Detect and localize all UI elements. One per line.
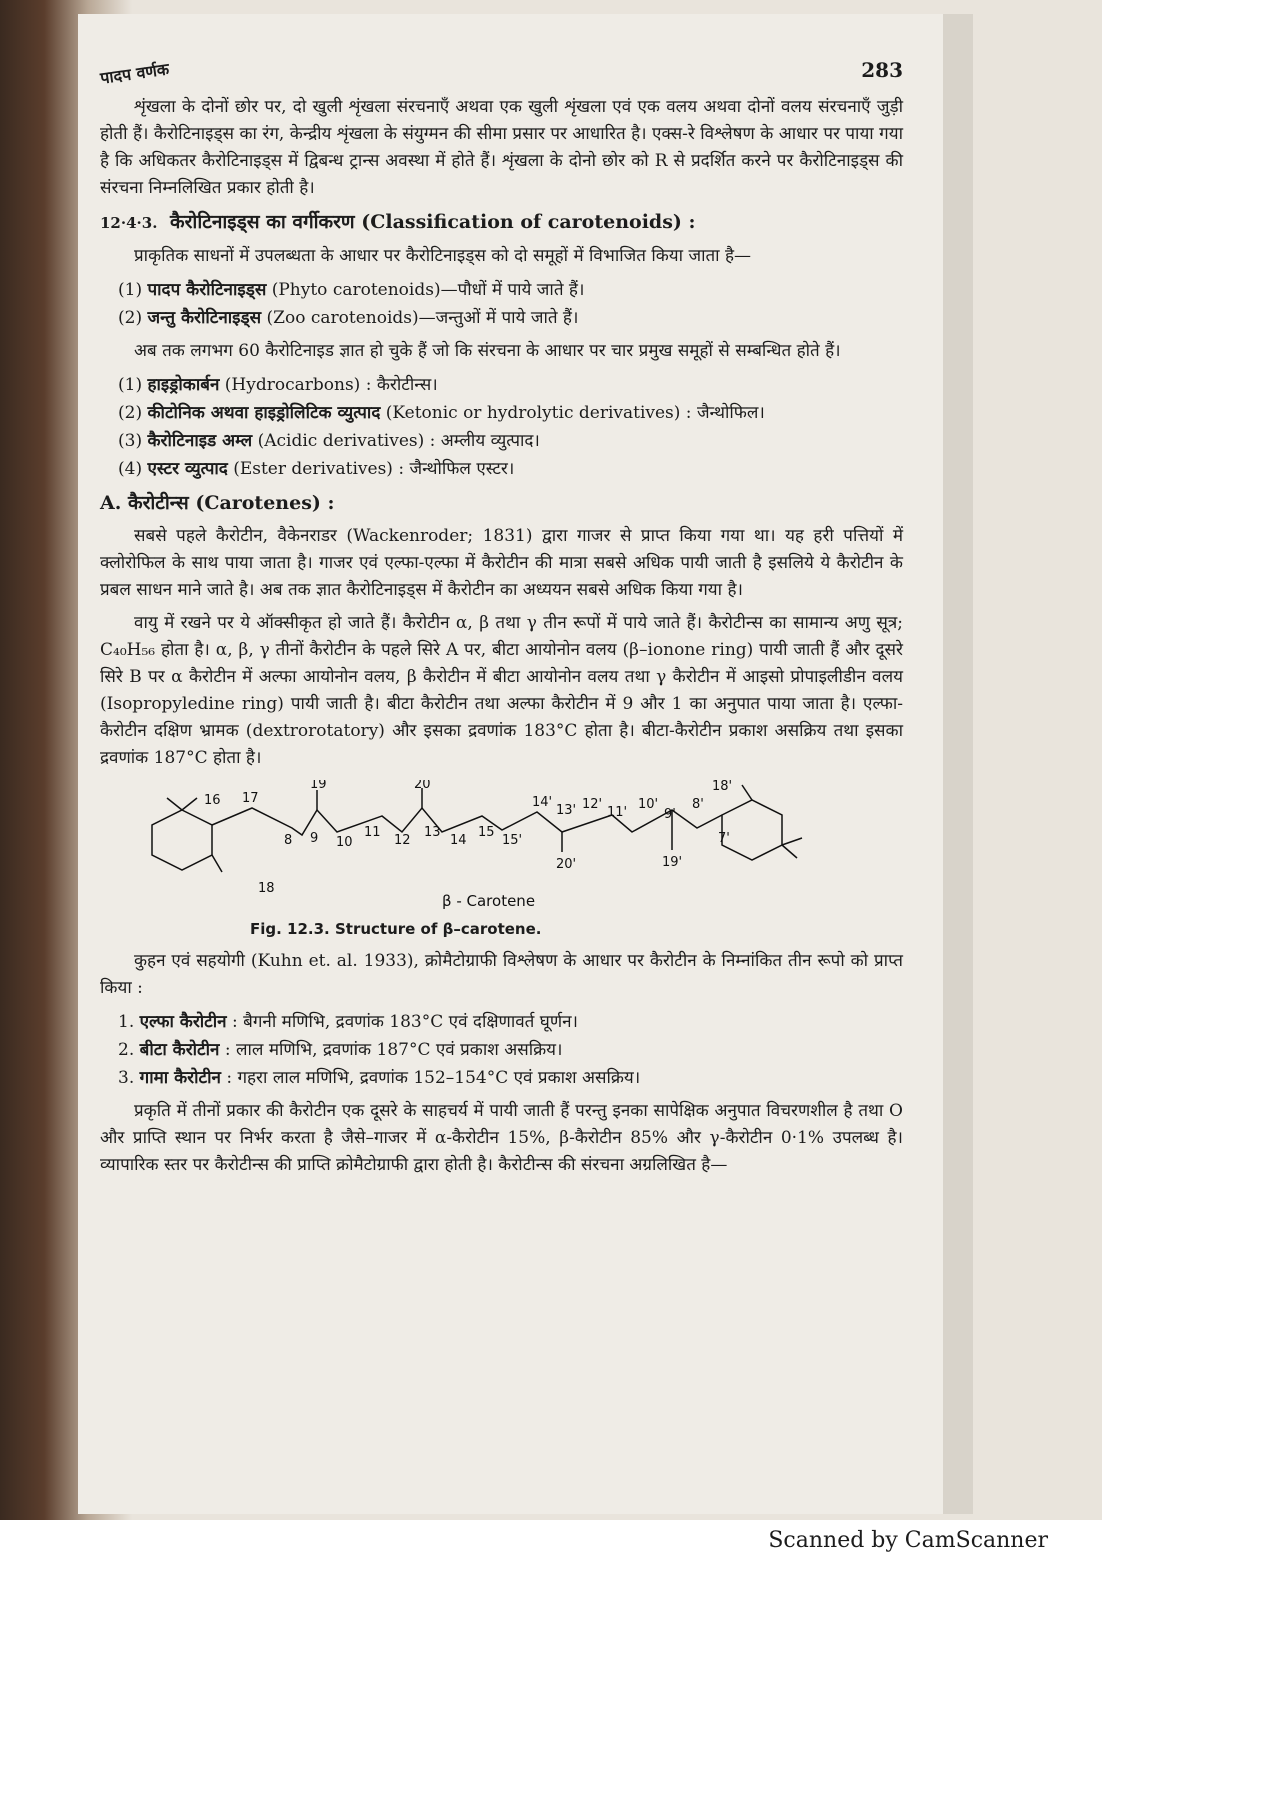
atom-label: 11 <box>363 825 381 840</box>
atom-label: 20' <box>555 857 576 872</box>
list-item-text: : लाल मणिभि, द्रवणांक 187°C एवं प्रकाश असक्रिय। <box>219 1040 563 1060</box>
list-item-term: बीटा कैरोटीन <box>139 1040 220 1060</box>
list-item <box>118 1036 903 1064</box>
atom-label: 12' <box>581 797 602 812</box>
list-item <box>118 1008 903 1036</box>
atom-label: 8 <box>283 833 292 848</box>
list-item-number: (4) <box>118 459 143 479</box>
list-item-number: 3. <box>118 1068 135 1088</box>
list-item-text: (Acidic derivatives) : अम्लीय व्युत्पाद। <box>252 431 540 451</box>
list-item-text: : बैगनी मणिभि, द्रवणांक 183°C एवं दक्षिणावर्त घूर्णन। <box>226 1012 578 1032</box>
list-item-number: (3) <box>118 431 143 451</box>
atom-label: 17 <box>241 791 259 806</box>
list-item-text: (Hydrocarbons) : कैरोटीन्स। <box>219 375 438 395</box>
atom-label: 13' <box>555 803 576 818</box>
beta-carotene-figure <box>100 780 903 914</box>
list-item-term: हाइड्रोकार्बन <box>147 375 220 395</box>
atom-label: 8' <box>691 797 704 812</box>
atom-label: 11' <box>606 805 627 820</box>
section-number: 12·4·3. <box>100 214 158 232</box>
carotenoid-categories-list <box>118 371 903 483</box>
page-header <box>100 54 903 94</box>
atom-label: 19' <box>661 855 682 870</box>
list-item-text: (Zoo carotenoids)—जन्तुओं में पाये जाते हैं। <box>261 308 579 328</box>
atom-label: 9' <box>663 807 676 822</box>
atom-label: 19 <box>309 780 327 792</box>
section-heading-12-4-3 <box>100 208 903 237</box>
atom-label: 10' <box>637 797 658 812</box>
scanner-watermark: Scanned by CamScanner <box>768 1528 1048 1553</box>
list-item-term: जन्तु कैरोटिनाइड्स <box>147 308 262 328</box>
list-item-term: एस्टर व्युत्पाद <box>147 459 228 479</box>
list-item-number: (1) <box>118 375 143 395</box>
atom-label: 12 <box>393 833 411 848</box>
atom-label: 14 <box>449 833 467 848</box>
list-item <box>118 276 903 304</box>
atom-label: 20 <box>413 780 431 792</box>
list-item-text: : गहरा लाल मणिभि, द्रवणांक 152–154°C एवं प्रकाश असक्रिय। <box>220 1068 641 1088</box>
list-item-term: पादप कैरोटिनाइड्स <box>147 280 267 300</box>
figure-caption: Fig. 12.3. Structure of β–carotene. <box>250 920 542 938</box>
list-item-term: गामा कैरोटीन <box>139 1068 221 1088</box>
book-page <box>78 14 973 1514</box>
carotene-forms-list <box>118 1008 903 1092</box>
atom-label: 15' <box>501 833 522 848</box>
list-item <box>118 371 903 399</box>
atom-label: 15 <box>477 825 495 840</box>
list-item <box>118 399 903 427</box>
list-item <box>118 304 903 332</box>
list-item-number: (2) <box>118 308 143 328</box>
list-item-text: (Phyto carotenoids)—पौधों में पाये जाते हैं। <box>266 280 585 300</box>
section-heading-carotenes: A. कैरोटीन्स (Carotenes) : <box>100 492 335 514</box>
carotene-forms-paragraph: वायु में रखने पर ये ऑक्सीकृत हो जाते हैं। कैरोटीन α, β तथा γ तीन रूपों में पाये जाते हैं। कैरोटीन्स का सामान्य अणु सूत्र; C₄₀H₅₆ होता है। α, β, γ तीनों कैरोटीन के पहले सिरे A पर, बीटा आयोनोन वलय (β–ionone ring) पायी जाती हैं और दूसरे सिरे B पर α कैरोटीन में अल्फा आयोनोन वलय, β कैरोटीन में बीटा आयोनोन वलय तथा γ कैरोटीन में आइसो प्रोपाइलीडीन वलय (Isopropyledine ring) पायी जाती है। बीटा कैरोटीन तथा अल्फा कैरोटीन में 9 और 1 का अनुपात पाया जाता है। एल्फा-कैरोटीन दक्षिण भ्रामक (dextrorotatory) और इसका द्रवणांक 183°C होता है। बीटा-कैरोटीन प्रकाश असक्रिय तथा इसका द्रवणांक 187°C होता है। <box>100 613 903 768</box>
page-number: 283 <box>861 58 903 82</box>
page-content <box>100 54 903 1185</box>
list-item-number: 2. <box>118 1040 135 1060</box>
beta-carotene-structure <box>142 780 862 910</box>
list-item <box>118 455 903 483</box>
list-item-term: एल्फा कैरोटीन <box>139 1012 227 1032</box>
atom-label: 14' <box>531 795 552 810</box>
atom-label: 10 <box>335 835 353 850</box>
atom-label: 13 <box>423 825 441 840</box>
closing-paragraph: प्रकृति में तीनों प्रकार की कैरोटीन एक दूसरे के साहचर्य में पायी जाती हैं परन्तु इनका सापेक्षिक अनुपात विचरणशील है तथा O और प्राप्ति स्थान पर निर्भर करता है जैसे–गाजर में α-कैरोटीन 15%, β-कैरोटीन 85% और γ-कैरोटीन 0·1% उपलब्ध है। व्यापारिक स्तर पर कैरोटीन्स की प्राप्ति क्रोमैटोग्राफी द्वारा होती है। कैरोटीन्स की संरचना अग्रलिखित है— <box>100 1101 903 1175</box>
list-item-number: (1) <box>118 280 143 300</box>
list-item-number: (2) <box>118 403 143 423</box>
section-title: कैरोटिनाइड्स का वर्गीकरण (Classification of carotenoids) : <box>170 211 696 233</box>
atom-label: 18' <box>711 780 732 794</box>
atom-label: 18 <box>257 881 275 896</box>
kuhn-paragraph: कुहन एवं सहयोगी (Kuhn et. al. 1933), क्रोमैटोग्राफी विश्लेषण के आधार पर कैरोटीन के निम्नांकित तीन रूपो को प्राप्त किया : <box>100 951 903 998</box>
list-item-number: 1. <box>118 1012 135 1032</box>
carotenoid-count-paragraph: अब तक लगभग 60 कैरोटिनाइड ज्ञात हो चुके हैं जो कि संरचना के आधार पर चार प्रमुख समूहों से सम्बन्धित होते हैं। <box>134 341 841 361</box>
carotene-history-paragraph: सबसे पहले कैरोटीन, वैकेनराडर (Wackenroder; 1831) द्वारा गाजर से प्राप्त किया गया था। यह हरी पत्तियों में क्लोरोफिल के साथ पाया जाता है। गाजर एवं एल्फा-एल्फा में कैरोटीन की मात्रा सबसे अधिक पायी जाती है इसलिये ये कैरोटीन के प्रबल साधन माने जाते है। अब तक ज्ञात कैरोटिनाइड्स में कैरोटीन का अध्ययन सबसे अधिक किया गया है। <box>100 526 903 600</box>
atom-label: 16 <box>203 793 221 808</box>
list-item-term: कैरोटिनाइड अम्ल <box>147 431 253 451</box>
classification-intro: प्राकृतिक साधनों में उपलब्धता के आधार पर कैरोटिनाइड्स को दो समूहों में विभाजित किया जाता है— <box>134 246 751 266</box>
carotenoid-groups-list <box>118 276 903 332</box>
list-item <box>118 1064 903 1092</box>
intro-paragraph: शृंखला के दोनों छोर पर, दो खुली शृंखला संरचनाएँ अथवा एक खुली शृंखला एवं एक वलय अथवा दोनों वलय संरचनाएँ जुड़ी होती हैं। कैरोटिनाइड्स का रंग, केन्द्रीय शृंखला के संयुग्मन की सीमा प्रसार पर आधारित है। एक्स-रे विश्लेषण के आधार पर पाया गया है कि अधिकतर कैरोटिनाइड्स में द्विबन्ध ट्रान्स अवस्था में होते हैं। शृंखला के दोनो छोर को R से प्रदर्शित करने पर कैरोटिनाइड्स की संरचना निम्नलिखित प्रकार होती है। <box>100 97 903 198</box>
list-item <box>118 427 903 455</box>
running-head: पादप वर्णक <box>99 59 171 88</box>
list-item-text: (Ester derivatives) : जैन्थोफिल एस्टर। <box>227 459 515 479</box>
molecule-label: β - Carotene <box>441 892 535 910</box>
list-item-text: (Ketonic or hydrolytic derivatives) : जैन्थोफिल। <box>380 403 765 423</box>
list-item-term: कीटोनिक अथवा हाइड्रोलिटिक व्युत्पाद <box>147 403 381 423</box>
atom-label: 7' <box>717 831 730 846</box>
atom-label: 9 <box>309 831 318 846</box>
